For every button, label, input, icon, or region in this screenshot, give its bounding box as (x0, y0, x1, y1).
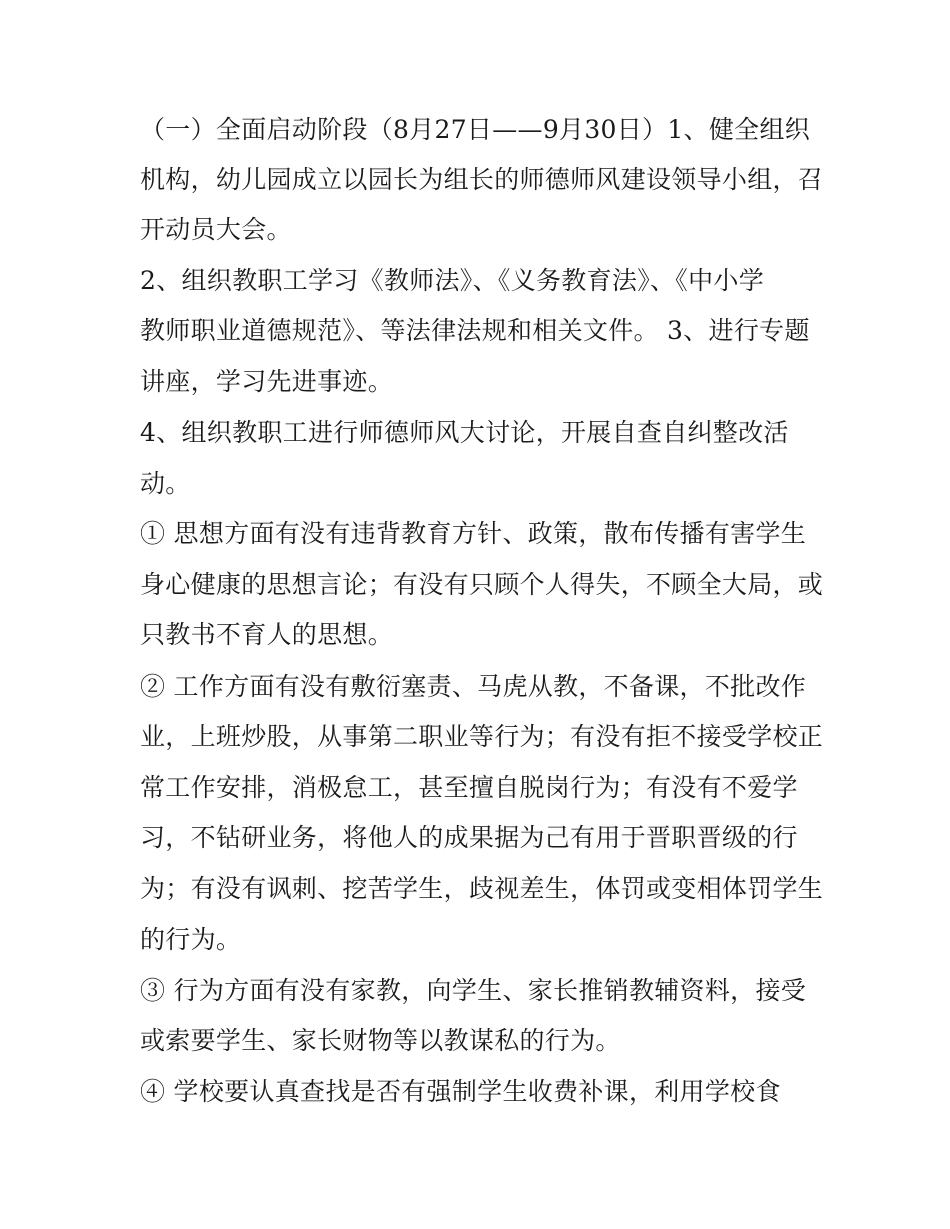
text-line: ④ 学校要认真查找是否有强制学生收费补课，利用学校食 (140, 1077, 781, 1106)
text-line: 身心健康的思想言论；有没有只顾个人得失，不顾全大局，或 (140, 570, 824, 599)
text-line: 4、组织教职工进行师德师风大讨论，开展自查自纠整改活 (140, 418, 789, 447)
text-line: 动。 (140, 469, 191, 498)
text-line: 为；有没有讽刺、挖苦学生，歧视差生，体罚或变相体罚学生 (140, 874, 824, 903)
text-line: ③ 行为方面有没有家教，向学生、家长推销教辅资料，接受 (140, 976, 807, 1005)
text-line: 机构，幼儿园成立以园长为组长的师德师风建设领导小组，召 (140, 165, 824, 194)
text-line: ② 工作方面有没有敷衍塞责、马虎从教，不备课，不批改作 (140, 672, 807, 701)
text-line: 2、组织教职工学习《教师法》、《义务教育法》、《中小学 (140, 266, 765, 295)
text-line: 教师职业道德规范》、等法律法规和相关文件。 3、进行专题 (140, 316, 810, 345)
text-line: 的行为。 (140, 925, 242, 954)
text-line: 习，不钻研业务，将他人的成果据为己有用于晋职晋级的行 (140, 823, 798, 852)
text-line: 讲座，学习先进事迹。 (140, 367, 394, 396)
text-line: ① 思想方面有没有违背教育方针、政策，散布传播有害学生 (140, 519, 807, 548)
text-line: 开动员大会。 (140, 215, 292, 244)
text-line: 常工作安排，消极怠工，甚至擅自脱岗行为；有没有不爱学 (140, 773, 798, 802)
text-line: （一）全面启动阶段（8月27日——9月30日）1、健全组织 (140, 115, 811, 144)
text-line: 或索要学生、家长财物等以教谋私的行为。 (140, 1026, 621, 1055)
text-line: 只教书不育人的思想。 (140, 620, 394, 649)
text-line: 业，上班炒股，从事第二职业等行为；有没有拒不接受学校正 (140, 722, 824, 751)
